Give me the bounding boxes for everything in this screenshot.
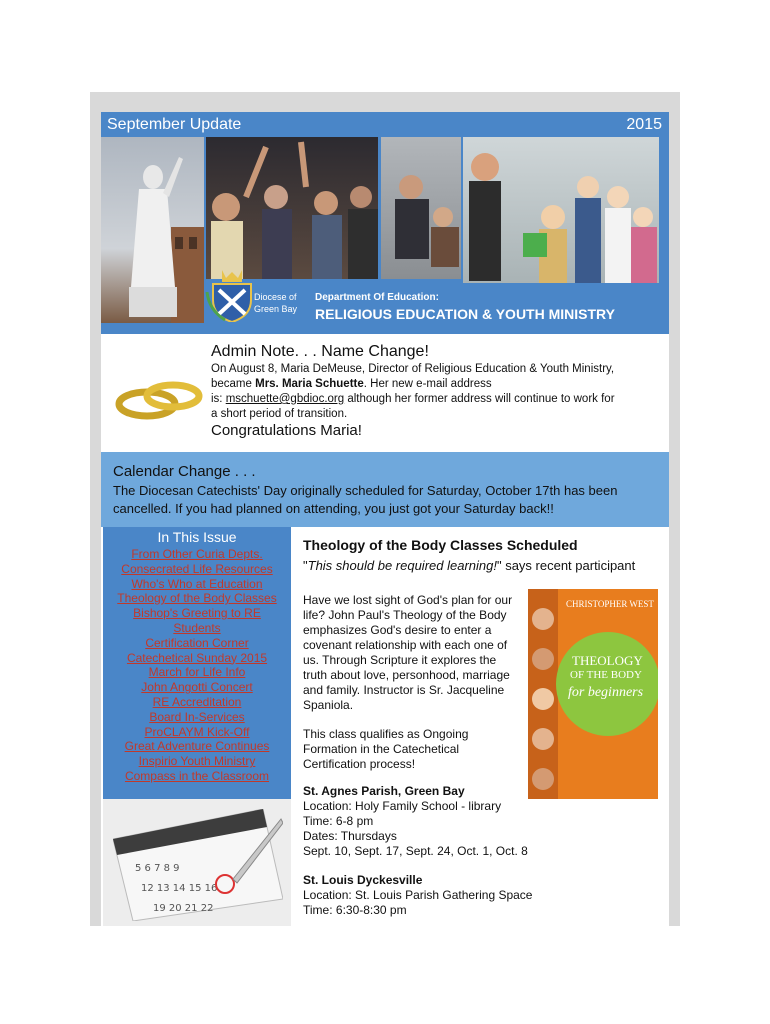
calendar-pen-icon (113, 809, 283, 921)
children-photo (463, 137, 659, 283)
sidebar-link[interactable]: Catechetical Sunday 2015 (126, 650, 268, 665)
article-paragraph: Have we lost sight of God's plan for our life? John Paul's Theology of the Body emphasizes God's desire to enter a covenant relationship with each one of us. Through Scripture it explores the truth about love, personhood, marriage and family. Instructor is Sr. Jacqueline Spaniola. (303, 593, 513, 712)
sidebar-link[interactable]: Students (173, 620, 221, 635)
book-title-1: THEOLOGY (572, 653, 643, 668)
session-st-louis (303, 873, 663, 918)
logo-text-2: Green Bay (254, 304, 298, 314)
svg-text:12 13 14 15 16: 12 13 14 15 16 (141, 883, 218, 894)
session-name: St. Agnes Parish, Green Bay (303, 784, 465, 798)
email-link[interactable]: mschuette@gbdioc.org (225, 393, 345, 405)
wedding-rings-icon (113, 376, 205, 426)
admin-note-line2-post: . Her new e-mail address (363, 378, 492, 390)
newsletter-title: September Update (107, 116, 242, 133)
calendar-change-title: Calendar Change . . . (113, 463, 256, 480)
sidebar-link[interactable]: Compass in the Classroom (124, 768, 270, 783)
sidebar-image-panel (103, 799, 291, 926)
session-time: Time: 6-8 pm (303, 814, 374, 828)
sidebar-link[interactable]: Who's Who at Education (131, 576, 263, 591)
svg-text:19 20 21 22: 19 20 21 22 (153, 903, 214, 914)
quote-open: " (303, 558, 308, 573)
session-time: Time: 6:30-8:30 pm (303, 903, 407, 917)
svg-text:5 6 7 8 9: 5 6 7 8 9 (135, 863, 180, 874)
admin-note-line2-pre: became (211, 378, 256, 390)
admin-note-text (211, 362, 661, 422)
calendar-change-section (101, 452, 669, 527)
article-quote (303, 558, 663, 573)
admin-note-line3-post: although her former address will continue to work for (344, 393, 615, 405)
department-title: RELIGIOUS EDUCATION & YOUTH MINISTRY (315, 306, 615, 322)
sidebar-link[interactable]: Consecrated Life Resources (121, 561, 273, 576)
book-author: CHRISTOPHER WEST (566, 599, 654, 609)
sidebar-link[interactable]: Certification Corner (145, 635, 249, 650)
quote-close: " says recent participant (496, 558, 636, 573)
session-dates-list: Sept. 10, Sept. 17, Sept. 24, Oct. 1, Oct. 8 (303, 844, 528, 858)
sidebar-link[interactable]: John Angotti Concert (141, 680, 253, 695)
admin-note-title: Admin Note. . . Name Change! (211, 343, 429, 360)
article-paragraph-2: This class qualifies as Ongoing Formation in the Catechetical Certification process! (303, 727, 469, 771)
admin-note-line4: a short period of transition. (211, 408, 348, 420)
quote-text: This should be required learning! (307, 558, 497, 573)
people-photo (381, 137, 461, 279)
crowd-photo (206, 137, 378, 279)
admin-note-section (101, 334, 669, 452)
admin-note-line3-pre: is: (211, 393, 226, 405)
book-title-2: OF THE BODY (570, 669, 642, 681)
diocese-logo (205, 270, 303, 322)
sidebar-link[interactable]: March for Life Info (148, 665, 246, 680)
in-this-issue-sidebar (103, 527, 291, 799)
statue-photo (101, 137, 204, 323)
newsletter-year: 2015 (626, 116, 662, 133)
book-cover-image (528, 589, 658, 799)
article-body (303, 593, 515, 772)
sidebar-title: In This Issue (157, 529, 237, 545)
new-name: Mrs. Maria Schuette (255, 378, 364, 390)
department-subtitle: Department Of Education: (315, 292, 439, 303)
session-dates: Dates: Thursdays (303, 829, 397, 843)
session-st-agnes (303, 784, 663, 859)
book-title-3: for beginners (568, 685, 644, 700)
sidebar-link[interactable]: ProCLAYM Kick-Off (144, 724, 250, 739)
session-location: Location: St. Louis Parish Gathering Space (303, 888, 533, 902)
session-location: Location: Holy Family School - library (303, 799, 502, 813)
admin-note-line1: On August 8, Maria DeMeuse, Director of Religious Education & Youth Ministry, (211, 363, 615, 375)
sidebar-link[interactable]: RE Accreditation (152, 694, 242, 709)
article-title: Theology of the Body Classes Scheduled (303, 537, 578, 553)
sidebar-list (103, 547, 291, 784)
sidebar-link[interactable]: Theology of the Body Classes (117, 591, 277, 606)
calendar-change-text: The Diocesan Catechists' Day originally scheduled for Saturday, October 17th has been cancelled. If you had planned on attending, you just got your Saturday back!! (113, 483, 618, 516)
sidebar-link[interactable]: Bishop's Greeting to RE (133, 606, 261, 621)
logo-text-1: Diocese of (254, 292, 297, 302)
sidebar-link[interactable]: Inspirio Youth Ministry (138, 754, 256, 769)
sidebar-link[interactable]: Great Adventure Continues (124, 739, 270, 754)
sidebar-link[interactable]: Board In-Services (149, 709, 245, 724)
sidebar-link[interactable]: From Other Curia Depts. (131, 547, 263, 561)
congratulations-text: Congratulations Maria! (211, 422, 362, 439)
session-name: St. Louis Dyckesville (303, 873, 423, 887)
